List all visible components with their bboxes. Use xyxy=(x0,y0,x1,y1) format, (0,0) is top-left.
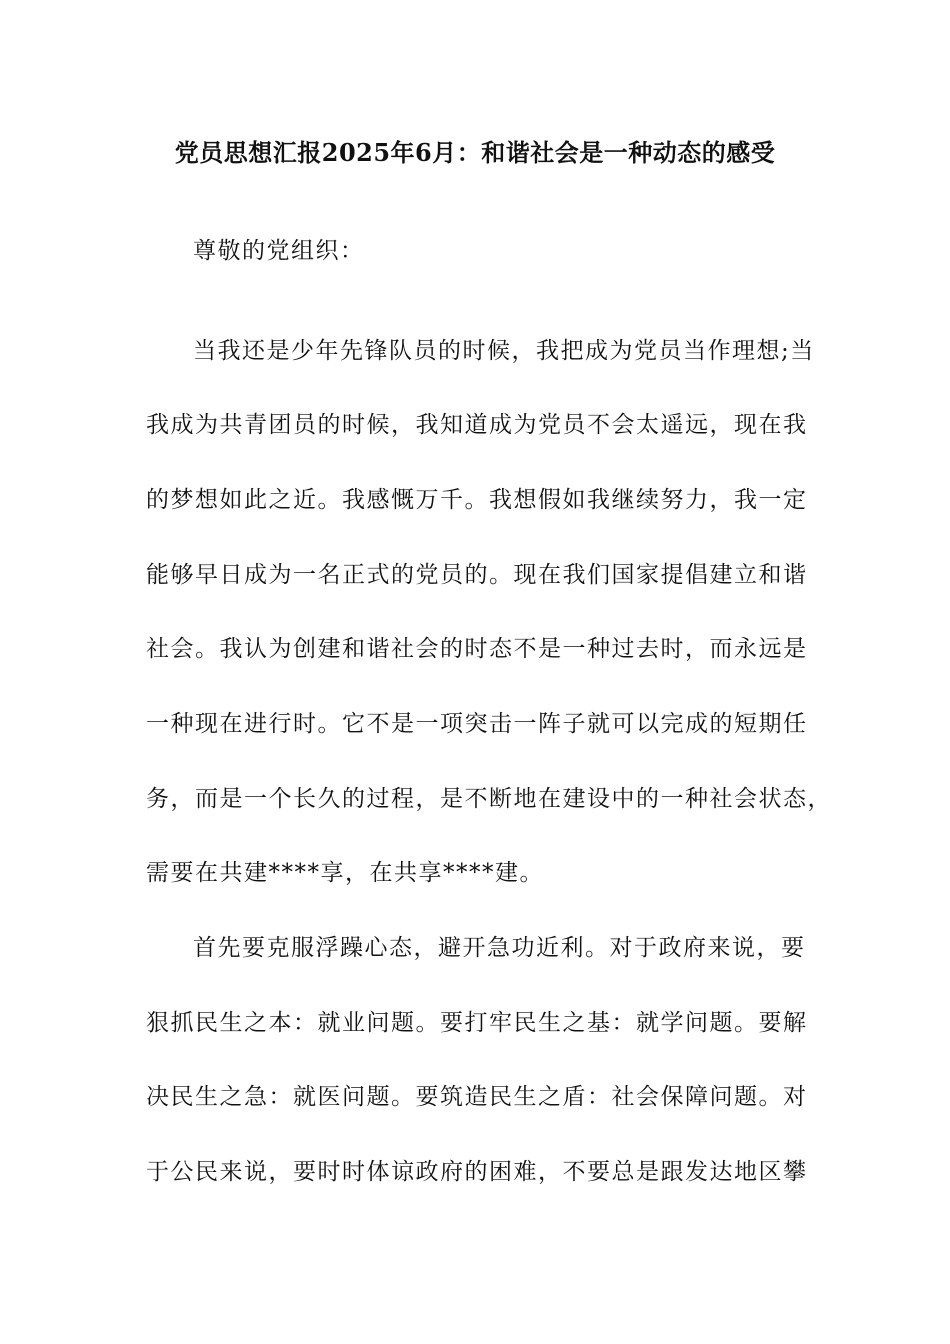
paragraph-line: 社会。我认为创建和谐社会的时态不是一种过去时，而永远是 xyxy=(146,636,808,662)
paragraph-line: 于公民来说，要时时体谅政府的困难，不要总是跟发达地区攀 xyxy=(146,1159,808,1185)
paragraph-line: 一种现在进行时。它不是一项突击一阵子就可以完成的短期任 xyxy=(146,711,808,737)
paragraph-line: 决民生之急：就医问题。要筑造民生之盾：社会保障问题。对 xyxy=(146,1084,808,1110)
paragraph-line: 我成为共青团员的时候，我知道成为党员不会太遥远，现在我 xyxy=(146,412,808,438)
paragraph-line: 首先要克服浮躁心态，避开急功近利。对于政府来说，要 xyxy=(193,935,806,961)
document-title: 党员思想汇报2025年6月：和谐社会是一种动态的感受 xyxy=(174,138,776,167)
salutation: 尊敬的党组织： xyxy=(193,238,365,264)
paragraph-line: 能够早日成为一名正式的党员的。现在我们国家提倡建立和谐 xyxy=(146,562,808,588)
paragraph-line: 当我还是少年先锋队员的时候，我把成为党员当作理想;当 xyxy=(193,338,815,364)
paragraph-line: 狠抓民生之本：就业问题。要打牢民生之基：就学问题。要解 xyxy=(146,1010,808,1036)
paragraph-line: 的梦想如此之近。我感慨万千。我想假如我继续努力，我一定 xyxy=(146,487,808,513)
paragraph-line: 需要在共建****享，在共享****建。 xyxy=(146,860,544,886)
paragraph-line: 务，而是一个长久的过程，是不断地在建设中的一种社会状态， xyxy=(146,786,832,812)
